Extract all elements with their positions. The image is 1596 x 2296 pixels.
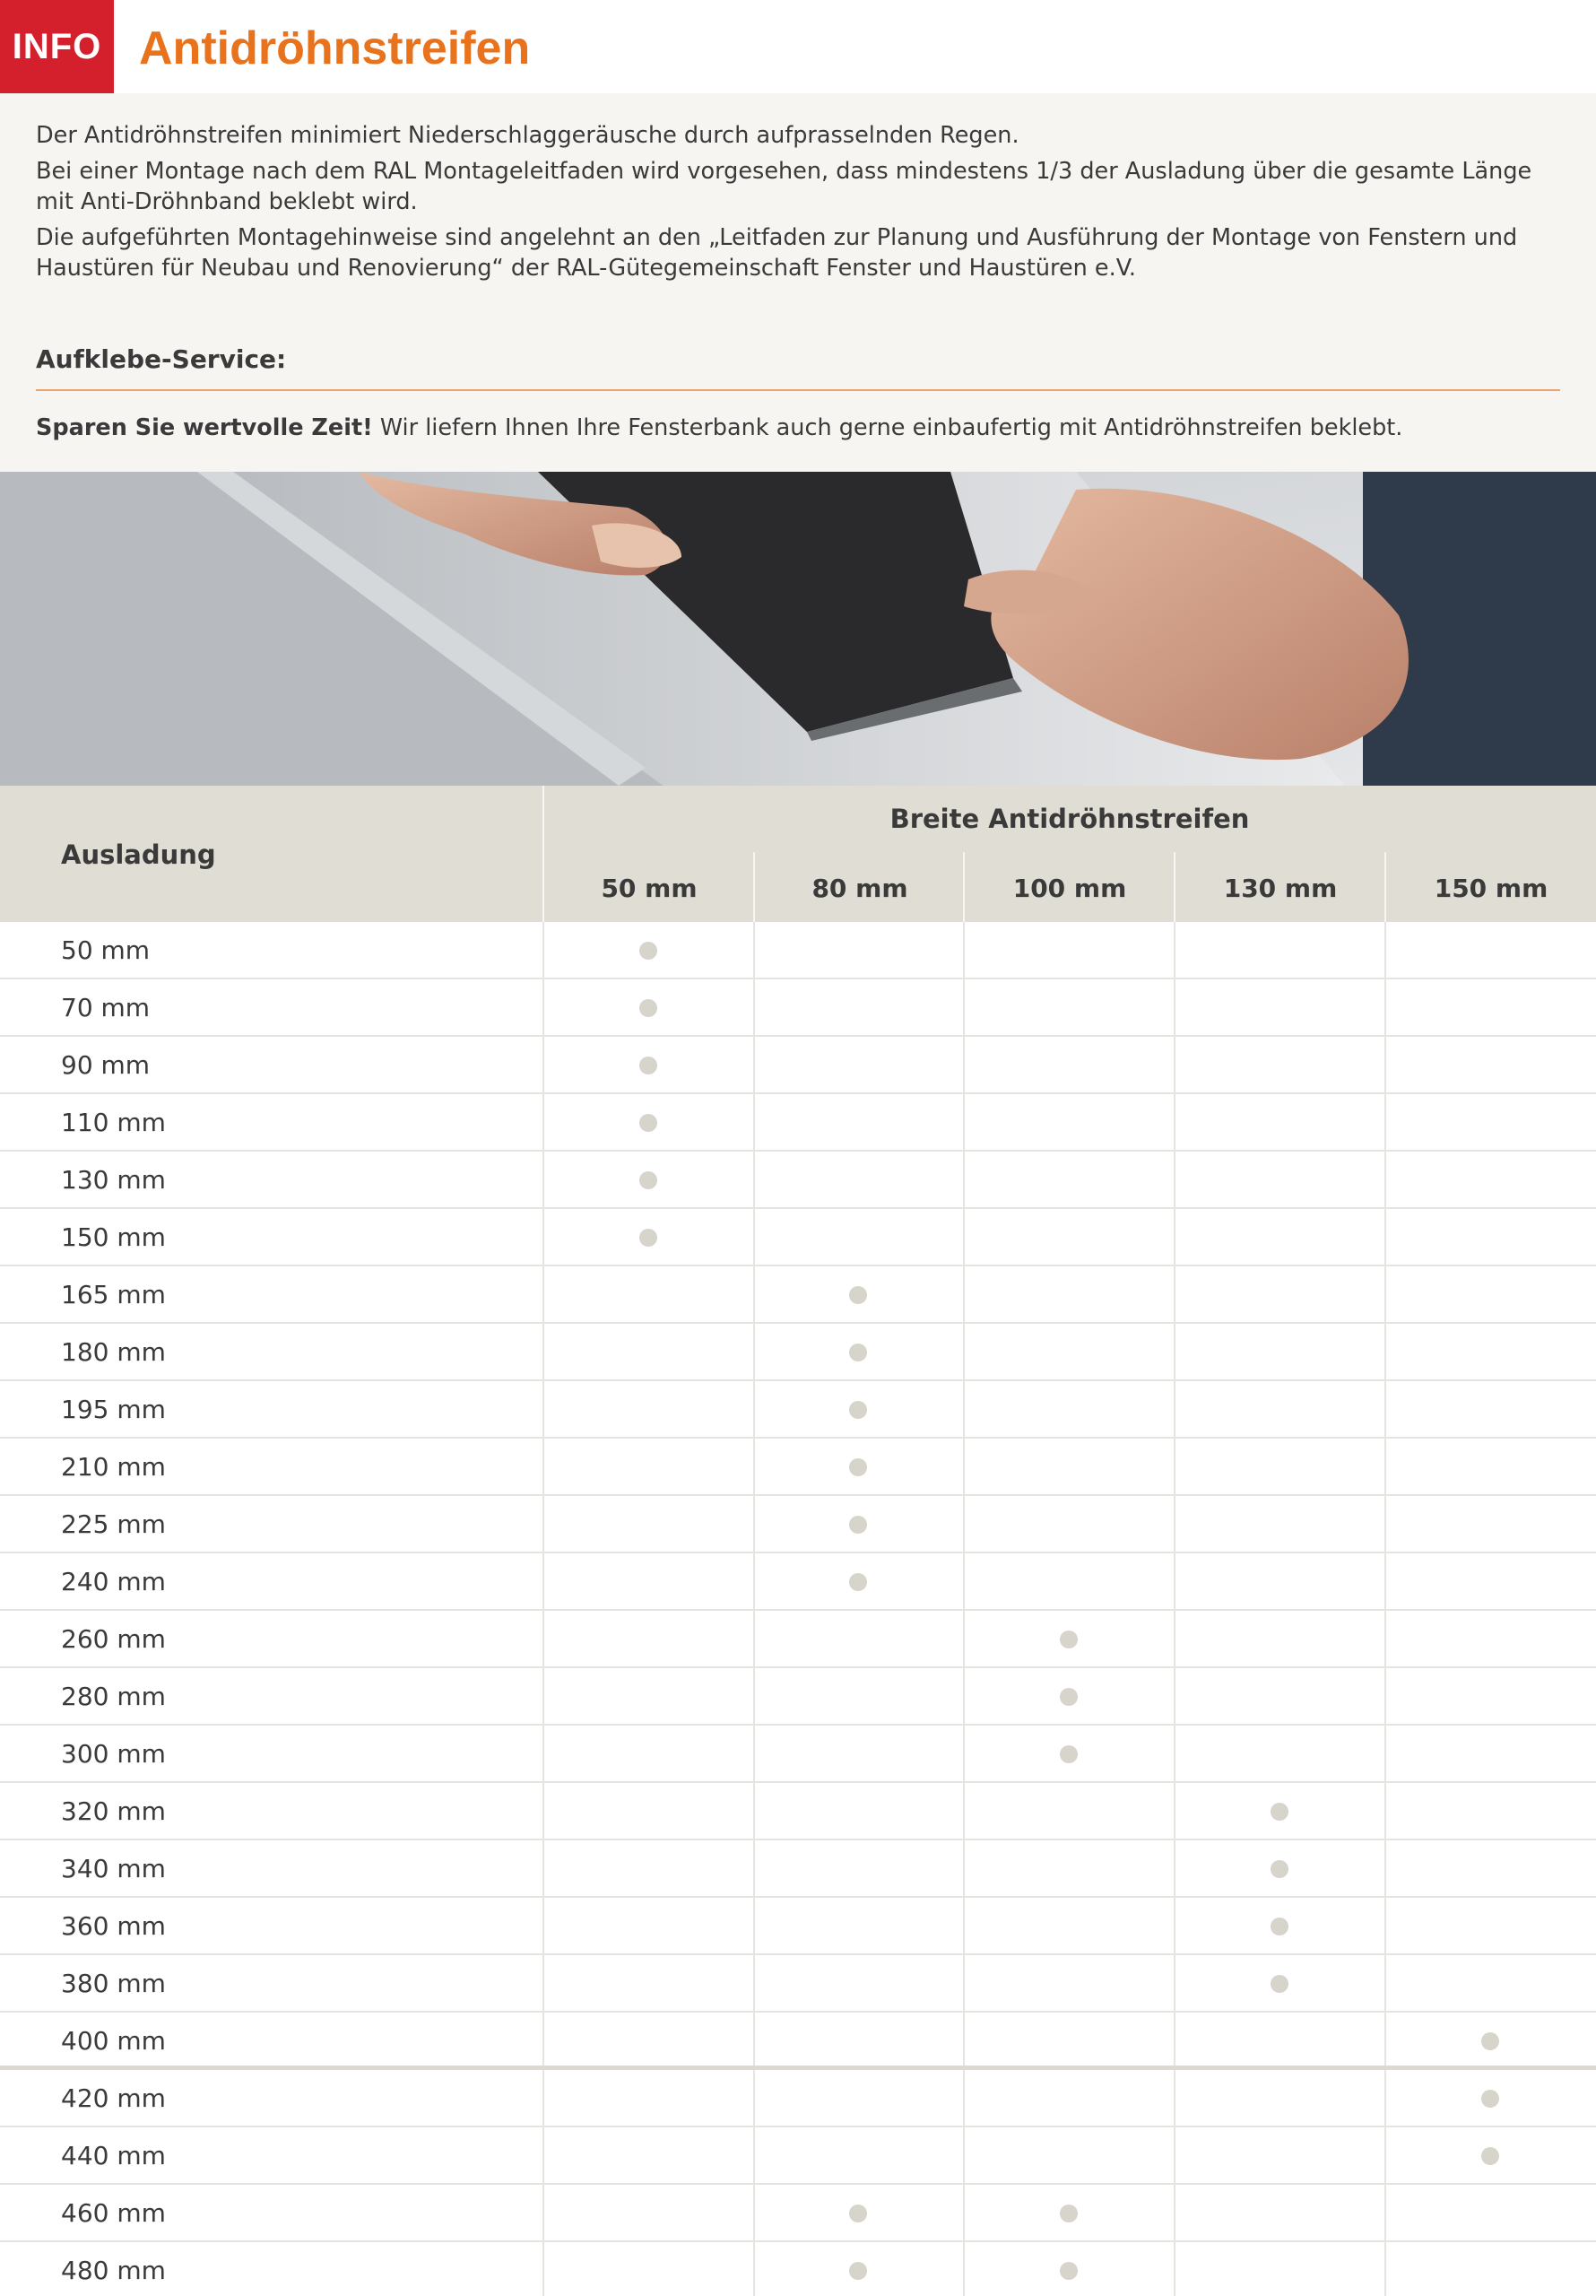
availability-dot-icon xyxy=(849,1401,867,1419)
row-label-ausladung: 420 mm xyxy=(61,2083,166,2113)
availability-dot-icon xyxy=(849,2205,867,2222)
table-row xyxy=(0,1553,1596,1611)
table-row xyxy=(0,2013,1596,2070)
row-label-ausladung: 320 mm xyxy=(61,1796,166,1826)
availability-dot-icon xyxy=(1481,2032,1499,2050)
column-header-ausladung: Ausladung xyxy=(61,839,216,870)
row-label-ausladung: 480 mm xyxy=(61,2256,166,2285)
table-row xyxy=(0,1094,1596,1152)
row-label-ausladung: 90 mm xyxy=(61,1050,151,1080)
table-row xyxy=(0,2185,1596,2242)
availability-dot-icon xyxy=(1271,1918,1288,1935)
intro-paragraph-1: Der Antidröhnstreifen minimiert Niederschlaggeräusche durch aufprasselnden Regen. xyxy=(36,122,1019,149)
availability-dot-icon xyxy=(1271,1803,1288,1821)
availability-dot-icon xyxy=(639,942,657,960)
row-label-ausladung: 400 mm xyxy=(61,2026,166,2056)
row-label-ausladung: 50 mm xyxy=(61,935,151,965)
column-header-width: 150 mm xyxy=(1434,874,1548,903)
row-label-ausladung: 300 mm xyxy=(61,1739,166,1769)
table-row xyxy=(0,1037,1596,1094)
table-row xyxy=(0,1898,1596,1955)
availability-dot-icon xyxy=(1060,1631,1078,1648)
table-row xyxy=(0,2070,1596,2127)
availability-dot-icon xyxy=(1481,2090,1499,2108)
column-header-width: 50 mm xyxy=(601,874,698,903)
row-label-ausladung: 240 mm xyxy=(61,1567,166,1596)
service-heading: Aufklebe-Service: xyxy=(36,344,287,374)
availability-dot-icon xyxy=(639,999,657,1017)
availability-dot-icon xyxy=(1060,2205,1078,2222)
table-row xyxy=(0,1266,1596,1324)
table-row xyxy=(0,1783,1596,1840)
table-row xyxy=(0,922,1596,979)
table-row xyxy=(0,1611,1596,1668)
table-row xyxy=(0,1324,1596,1381)
availability-dot-icon xyxy=(849,1573,867,1591)
column-group-header: Breite Antidröhnstreifen xyxy=(889,804,1250,834)
service-text-bold: Sparen Sie wertvolle Zeit! xyxy=(36,414,373,441)
table-row xyxy=(0,1726,1596,1783)
row-label-ausladung: 340 mm xyxy=(61,1854,166,1883)
hands-applying-strip-image xyxy=(0,472,1596,786)
availability-dot-icon xyxy=(1060,1745,1078,1763)
row-label-ausladung: 130 mm xyxy=(61,1165,166,1195)
availability-dot-icon xyxy=(1481,2147,1499,2165)
availability-dot-icon xyxy=(1060,2262,1078,2280)
availability-dot-icon xyxy=(849,2262,867,2280)
availability-dot-icon xyxy=(1271,1975,1288,1993)
availability-dot-icon xyxy=(849,1286,867,1304)
row-label-ausladung: 260 mm xyxy=(61,1624,166,1654)
table-header xyxy=(0,786,1596,922)
availability-dot-icon xyxy=(639,1057,657,1074)
availability-dot-icon xyxy=(849,1516,867,1534)
table-row xyxy=(0,1152,1596,1209)
row-label-ausladung: 70 mm xyxy=(61,993,151,1022)
row-label-ausladung: 440 mm xyxy=(61,2141,166,2170)
intro-paragraph-3: Die aufgeführten Montagehinweise sind angelehnt an den „Leitfaden zur Planung und Ausführung der Montage von Fenstern und Haustüren für Neubau und Renovierung“ der RAL-Gütegemeinschaft Fenster und Haustüren e.V. xyxy=(36,224,1518,282)
row-label-ausladung: 360 mm xyxy=(61,1911,166,1941)
column-header-width: 80 mm xyxy=(811,874,908,903)
availability-dot-icon xyxy=(1271,1860,1288,1878)
table-row xyxy=(0,2242,1596,2296)
service-text xyxy=(36,413,1402,443)
table-row xyxy=(0,1381,1596,1439)
table-row xyxy=(0,1668,1596,1726)
table-row xyxy=(0,1840,1596,1898)
service-divider xyxy=(36,389,1560,391)
column-header-width: 130 mm xyxy=(1223,874,1338,903)
row-label-ausladung: 210 mm xyxy=(61,1452,166,1482)
intro-paragraph-2: Bei einer Montage nach dem RAL Montageleitfaden wird vorgesehen, dass mindestens 1/3 der Ausladung über die gesamte Länge mit Anti-Dröhnband beklebt wird. xyxy=(36,158,1532,215)
row-label-ausladung: 460 mm xyxy=(61,2198,166,2228)
row-label-ausladung: 280 mm xyxy=(61,1682,166,1711)
info-badge: INFO xyxy=(0,0,114,93)
table-row xyxy=(0,979,1596,1037)
service-text-rest: Wir liefern Ihnen Ihre Fensterbank auch gerne einbaufertig mit Antidröhnstreifen beklebt. xyxy=(372,414,1403,441)
availability-dot-icon xyxy=(849,1344,867,1361)
availability-dot-icon xyxy=(849,1458,867,1476)
row-label-ausladung: 380 mm xyxy=(61,1969,166,1998)
availability-dot-icon xyxy=(639,1171,657,1189)
availability-dot-icon xyxy=(1060,1688,1078,1706)
page-header xyxy=(0,0,1596,93)
intro-panel xyxy=(0,93,1596,472)
row-label-ausladung: 165 mm xyxy=(61,1280,166,1309)
availability-dot-icon xyxy=(639,1114,657,1132)
row-label-ausladung: 180 mm xyxy=(61,1337,166,1367)
table-row xyxy=(0,1496,1596,1553)
table-row xyxy=(0,1209,1596,1266)
page-title: Antidröhnstreifen xyxy=(139,22,531,74)
table-row xyxy=(0,1955,1596,2013)
row-label-ausladung: 150 mm xyxy=(61,1222,166,1252)
column-header-width: 100 mm xyxy=(1012,874,1127,903)
row-label-ausladung: 110 mm xyxy=(61,1108,166,1137)
row-label-ausladung: 195 mm xyxy=(61,1395,166,1424)
row-label-ausladung: 225 mm xyxy=(61,1509,166,1539)
product-photo xyxy=(0,472,1596,786)
availability-dot-icon xyxy=(639,1229,657,1247)
table-row xyxy=(0,1439,1596,1496)
table-row xyxy=(0,2127,1596,2185)
